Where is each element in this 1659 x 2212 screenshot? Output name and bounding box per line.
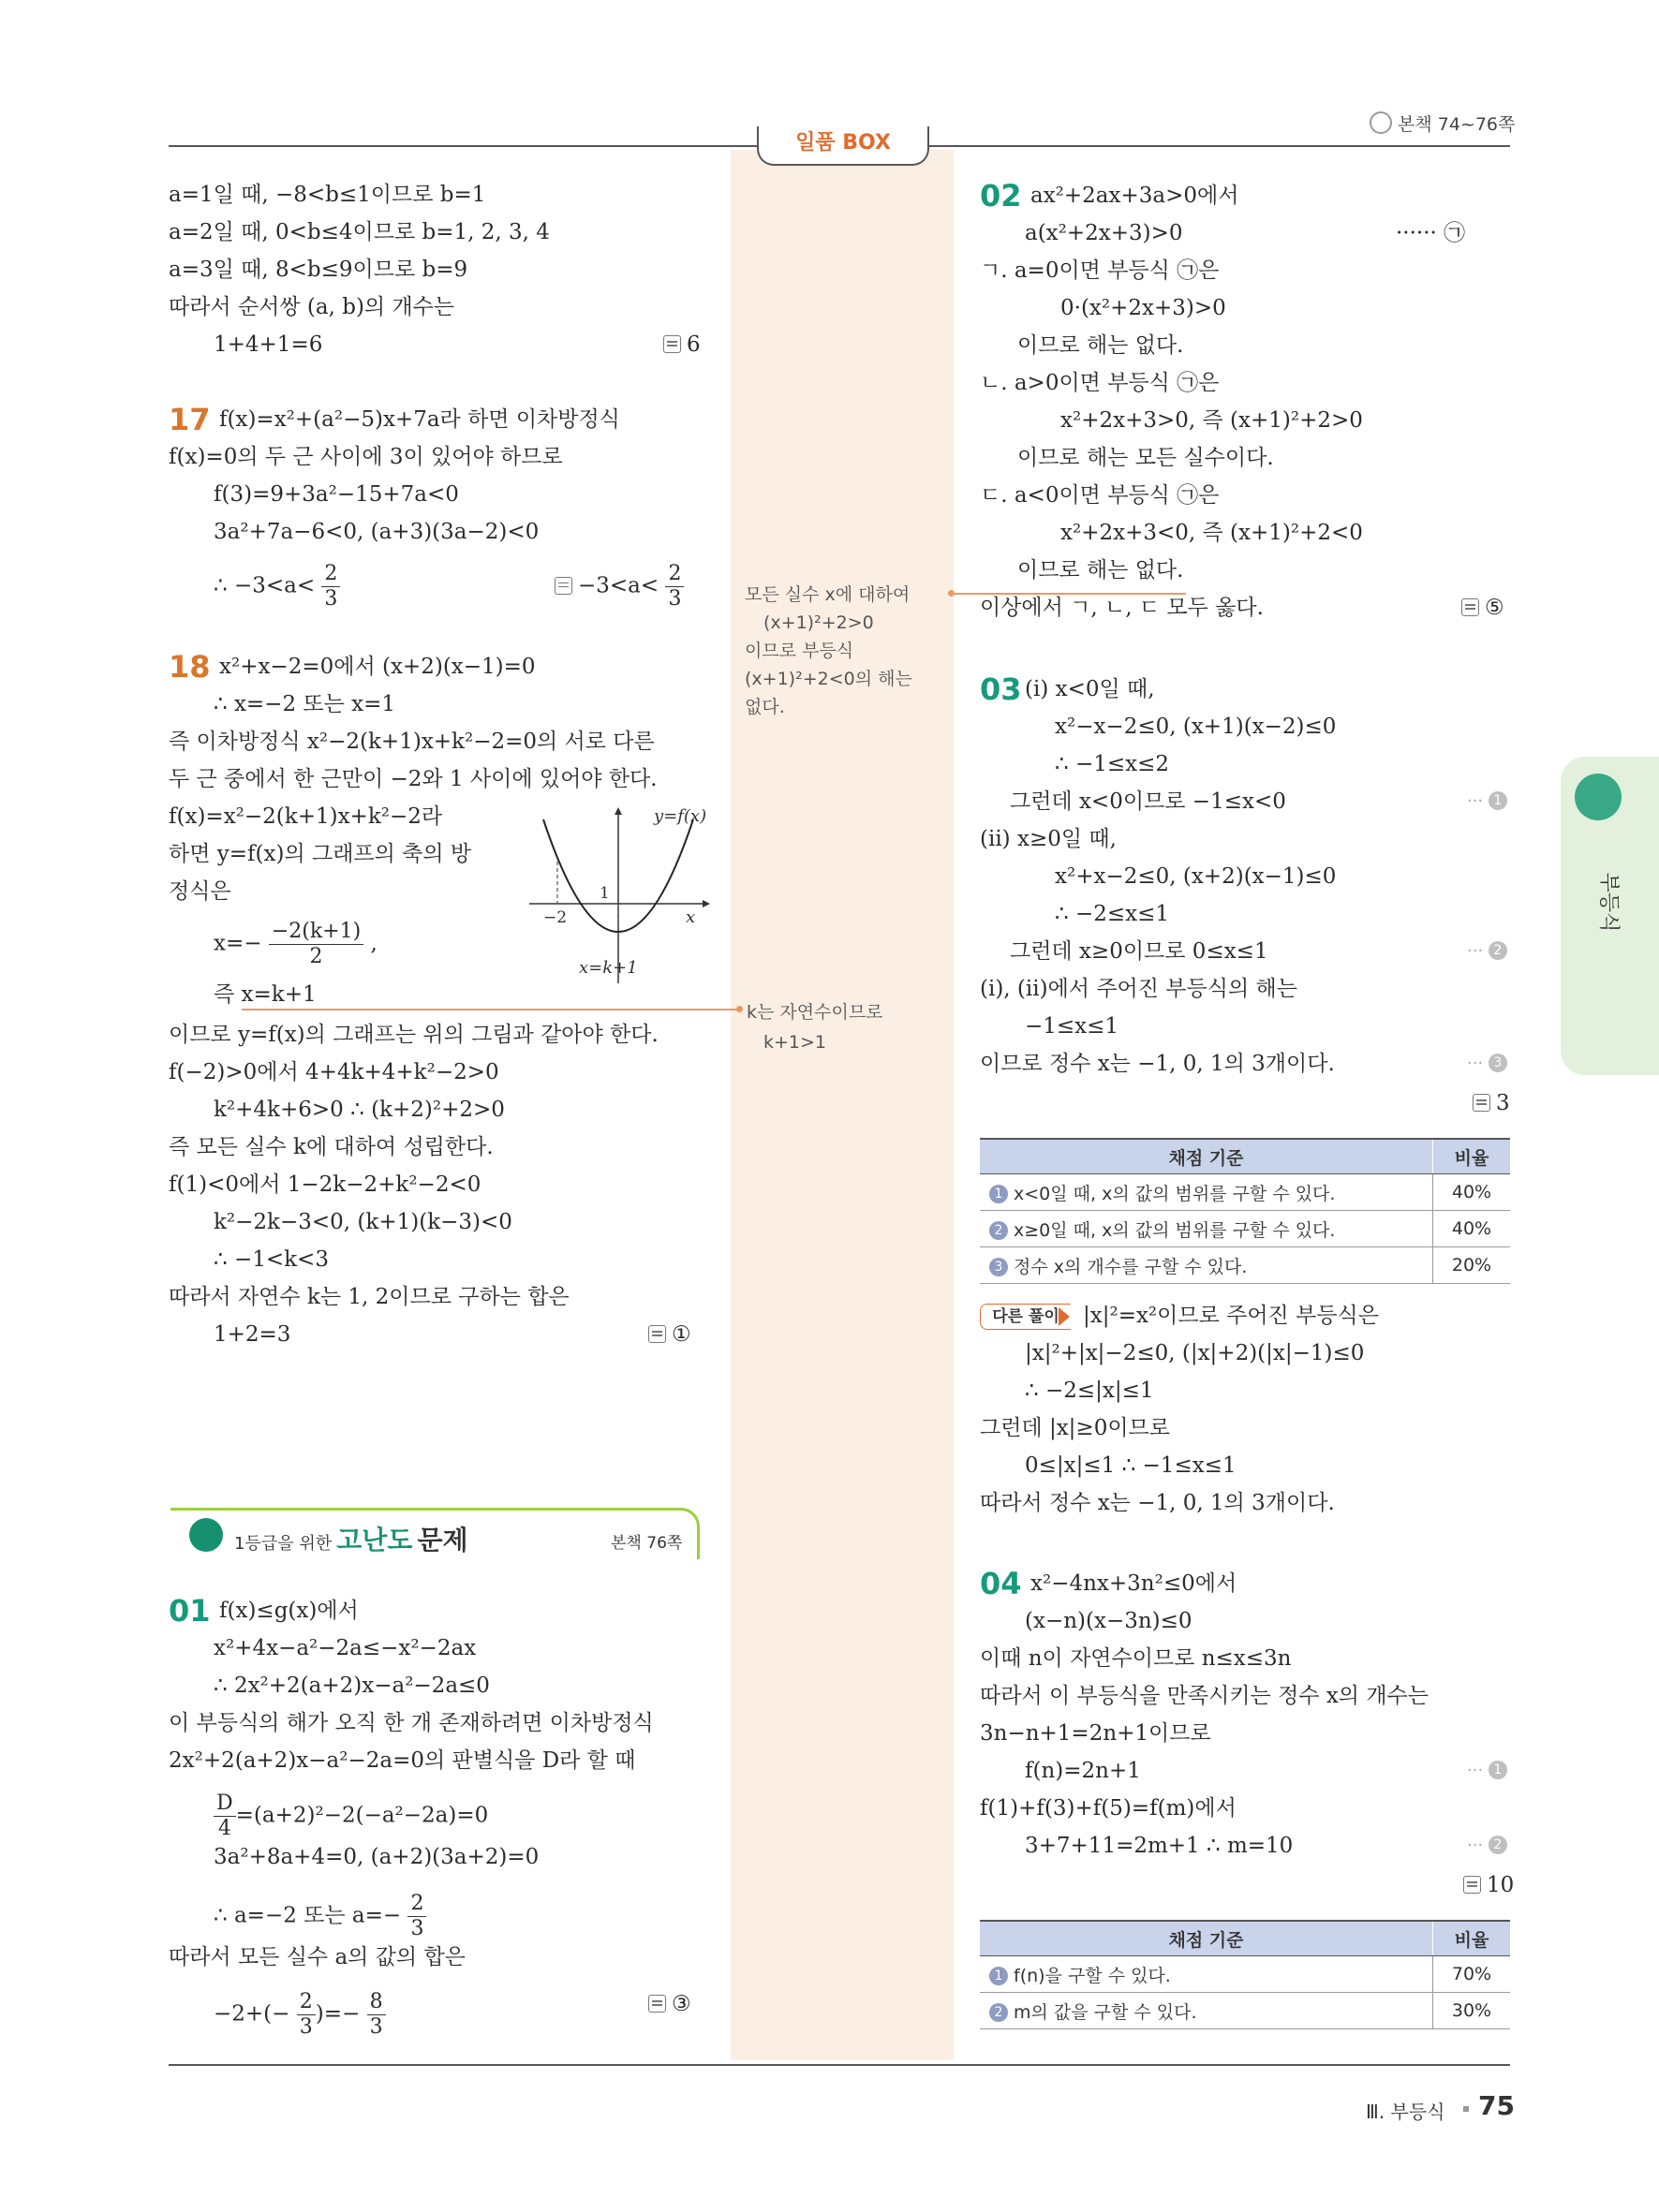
text-line: x²+x−2=0에서 (x+2)(x−1)=0 (219, 655, 536, 679)
table-row (980, 1956, 1510, 1993)
ratio-cell: 70% (1433, 1956, 1511, 1993)
problem-number-18: 18 (169, 649, 211, 685)
criteria-text: x≥0일 때, x의 값의 범위를 구할 수 있다. (1014, 1219, 1336, 1241)
text-line: $\frac{D}{4}$ =(a+2)²−2(−a²−2a)=0 (214, 1792, 488, 1841)
text-line: 이때 n이 자연수이므로 n≤x≤3n (980, 1646, 1292, 1671)
criteria-cell (980, 1956, 1433, 1993)
text-line: 3n−n+1=2n+1이므로 (980, 1721, 1211, 1746)
score-mark-1: ··· 1 (1467, 1761, 1507, 1780)
text-line: ∴ x=−2 또는 x=1 (214, 692, 396, 716)
text-line: f(3)=9+3a²−15+7a<0 (214, 482, 459, 507)
fraction: $\frac{-2(k+1)}{2}$ (269, 920, 363, 969)
text-line: 3+7+11=2m+1 ∴ m=10 (1025, 1834, 1294, 1858)
table-row (980, 1247, 1510, 1284)
text-line: 0·(x²+2x+3)>0 (1060, 296, 1226, 320)
tick-label-minus-2: −2 (543, 908, 568, 927)
criteria-cell (980, 1174, 1433, 1211)
alt-arrow-icon (1059, 1307, 1070, 1326)
criteria-text: 정수 x의 개수를 구할 수 있다. (1014, 1256, 1248, 1277)
answer-17: −3<a< $\frac{2}{3}$ (555, 562, 684, 612)
fraction: $\frac{2}{3}$ (407, 1892, 426, 1941)
text-line: 그런데 x<0이므로 −1≤x<0 (1010, 789, 1286, 814)
problem-number-17: 17 (169, 402, 211, 437)
connector-dot (736, 1006, 743, 1012)
text-line: 1+4+1=6 (214, 332, 323, 357)
answer-icon (648, 1995, 666, 2013)
text-line: −2+(− $\frac{2}{3}$ )=− $\frac{8}{3}$ (214, 1990, 386, 2040)
x-axis-arrow (703, 900, 710, 907)
text-line: 2x²+2(a+2)x−a²−2a=0의 판별식을 D라 할 때 (169, 1748, 636, 1773)
section-title: 1등급을 위한 고난도 문제 (234, 1525, 468, 1556)
side-note-line: 이므로 부등식 (745, 641, 854, 661)
text-line: 이 부등식의 해가 오직 한 개 존재하려면 이차방정식 (169, 1711, 654, 1735)
section-ref: 본책 76쪽 (611, 1534, 683, 1553)
text-line: 이므로 해는 모든 실수이다. (1017, 446, 1274, 470)
text-line: 이므로 y=f(x)의 그래프는 위의 그림과 같아야 한다. (169, 1023, 659, 1047)
text-line: 따라서 자연수 k는 1, 2이므로 구하는 합은 (169, 1285, 570, 1309)
criteria-cell (980, 1247, 1433, 1284)
text-line: ∴ −1≤x≤2 (1055, 752, 1169, 776)
text-line: x²+4x−a²−2a≤−x²−2ax (214, 1636, 477, 1660)
answer-icon (1461, 598, 1479, 616)
axis-label-k1: x=k+1 (579, 958, 638, 978)
text-line: a(x²+2x+3)>0 (1025, 221, 1183, 245)
text-line: f(1)<0에서 1−2k−2+k²−2<0 (169, 1172, 481, 1197)
fraction: $\frac{2}{3}$ (297, 1990, 316, 2040)
criteria-number: 2 (989, 1221, 1008, 1240)
text-line: x²−4nx+3n²≤0에서 (1030, 1571, 1237, 1596)
text-line: −1≤x≤1 (1025, 1014, 1119, 1039)
side-note-line: (x+1)²+2>0 (763, 612, 874, 633)
answer-icon (663, 335, 681, 353)
text-line: 즉 이차방정식 x²−2(k+1)x+k²−2=0의 서로 다른 (169, 730, 655, 754)
answer-icon (1473, 1094, 1490, 1112)
text-line: 따라서 이 부등식을 만족시키는 정수 x의 개수는 (980, 1684, 1429, 1708)
text-line: f(x)≤g(x)에서 (219, 1599, 359, 1623)
text-line: ∴ −3<a< $\frac{2}{3}$ (214, 562, 340, 612)
box-title-tab: 일품 BOX (757, 126, 929, 166)
text-line: k²+4k+6>0 ∴ (k+2)²+2>0 (214, 1098, 505, 1122)
table-header-criteria: 채점 기준 (980, 1139, 1433, 1174)
page-number: 75 (1478, 2090, 1515, 2121)
header-ref: 본책 74~76쪽 (1370, 111, 1515, 136)
tab-label: 부등식 (1596, 872, 1621, 933)
side-note-line: (x+1)²+2<0의 해는 (745, 669, 912, 689)
text-line: a=3일 때, 8<b≤9이므로 b=9 (169, 258, 468, 282)
side-note-line: k+1>1 (763, 1032, 827, 1053)
problem-number-03: 03 (980, 671, 1022, 707)
text-line: 그런데 x≥0이므로 0≤x≤1 (1010, 939, 1268, 964)
side-note-line: 없다. (745, 697, 785, 717)
scoring-table-04 (980, 1920, 1510, 2029)
text-line: 1+2=3 (214, 1322, 291, 1347)
scoring-table-03 (980, 1138, 1510, 1284)
text-line: x²+x−2≤0, (x+2)(x−1)≤0 (1055, 864, 1337, 889)
text-line: (ii) x≥0일 때, (980, 827, 1117, 851)
answer-icon (648, 1325, 666, 1343)
connector-line (242, 1009, 738, 1010)
text-line: x²−x−2≤0, (x+1)(x−2)≤0 (1055, 715, 1337, 739)
text-line: f(x)=x²−2(k+1)x+k²−2라 (169, 804, 443, 829)
text-line: a=1일 때, −8<b≤1이므로 b=1 (169, 183, 486, 207)
text-line: ······ ㉠ (1396, 221, 1466, 245)
text-line: x=− $\frac{-2(k+1)}{2}$ , (214, 920, 378, 968)
criteria-text: x<0일 때, x의 값의 범위를 구할 수 있다. (1014, 1183, 1336, 1204)
text-line: ax²+2ax+3a>0에서 (1030, 184, 1239, 208)
criteria-text: f(n)을 구할 수 있다. (1014, 1965, 1171, 1986)
text-line: f(x)=x²+(a²−5)x+7a라 하면 이차방정식 (219, 407, 620, 432)
text-line: 즉 모든 실수 k에 대하여 성립한다. (169, 1135, 494, 1159)
answer-icon (555, 577, 572, 595)
text-line: 3a²+8a+4=0, (a+2)(3a+2)=0 (214, 1845, 540, 1869)
text-line: 따라서 모든 실수 a의 값의 합은 (169, 1945, 466, 1969)
criteria-cell (980, 1993, 1433, 2029)
footer-chapter: Ⅲ. 부등식 (1366, 2101, 1445, 2123)
graph-label-yfx: y=f(x) (654, 806, 707, 826)
answer-icon (1463, 1876, 1481, 1894)
footer-line (169, 2064, 1510, 2066)
ratio-cell: 30% (1433, 1993, 1511, 2029)
ratio-cell: 40% (1433, 1174, 1511, 1211)
text-line: ㄷ. a<0이면 부등식 ㉠은 (980, 483, 1220, 508)
tick-label-1: 1 (600, 884, 610, 903)
list-icon (1575, 774, 1622, 820)
answer-02: ⑤ (1461, 594, 1504, 622)
problem-number-02: 02 (980, 178, 1022, 214)
text-line: 하면 y=f(x)의 그래프의 축의 방 (169, 842, 472, 866)
text-line: 두 근 중에서 한 근만이 −2와 1 사이에 있어야 한다. (169, 767, 658, 791)
text-line: (i), (ii)에서 주어진 부등식의 해는 (980, 977, 1297, 1001)
arrow-icon (1370, 111, 1392, 134)
fraction: $\frac{8}{3}$ (367, 1990, 386, 2040)
y-axis-arrow (615, 807, 622, 815)
text-line: 3a²+7a−6<0, (a+3)(3a−2)<0 (214, 520, 540, 544)
criteria-cell (980, 1211, 1433, 1247)
fraction: $\frac{2}{3}$ (665, 562, 684, 612)
text-line: ∴ a=−2 또는 a=− $\frac{2}{3}$ (214, 1892, 426, 1941)
section-icon (189, 1518, 223, 1552)
text-line: ∴ −1<k<3 (214, 1247, 329, 1272)
text-line: ∴ 2x²+2(a+2)x−a²−2a≤0 (214, 1674, 490, 1698)
problem-number-04: 04 (980, 1566, 1022, 1601)
table-row (980, 1211, 1510, 1247)
side-note-line: 모든 실수 x에 대하여 (745, 584, 911, 605)
connector-dot (948, 590, 955, 597)
fraction: $\frac{2}{3}$ (321, 562, 340, 612)
ratio-cell: 40% (1433, 1211, 1511, 1247)
text-line: 즉 x=k+1 (214, 982, 317, 1007)
answer-04: 10 (1463, 1871, 1514, 1899)
side-note-line: k는 자연수이므로 (747, 1002, 883, 1023)
table-header-criteria: 채점 기준 (980, 1921, 1433, 1956)
text-line: 그런데 |x|≥0이므로 (980, 1416, 1170, 1440)
table-header-ratio: 비율 (1433, 1139, 1511, 1174)
text-line: |x|²+|x|−2≤0, (|x|+2)(|x|−1)≤0 (1025, 1341, 1365, 1365)
text-line: ㄱ. a=0이면 부등식 ㉠은 (980, 258, 1220, 283)
text-line: 이므로 해는 없다. (1017, 333, 1184, 358)
problem-number-01: 01 (169, 1593, 211, 1629)
footer-dot (1463, 2106, 1469, 2112)
text-line: ∴ −2≤|x|≤1 (1025, 1379, 1154, 1403)
text-line: f(1)+f(3)+f(5)=f(m)에서 (980, 1796, 1237, 1821)
text-line: f(−2)>0에서 4+4k+4+k²−2>0 (169, 1060, 499, 1084)
text-line: f(x)=0의 두 근 사이에 3이 있어야 하므로 (169, 445, 563, 469)
text-line: 이므로 정수 x는 −1, 0, 1의 3개이다. (980, 1052, 1335, 1076)
text-line: (x−n)(x−3n)≤0 (1025, 1609, 1192, 1633)
fraction: $\frac{D}{4}$ (214, 1792, 236, 1841)
answer-16: 6 (663, 331, 701, 359)
criteria-number: 1 (989, 1185, 1008, 1203)
answer-03: 3 (1473, 1089, 1510, 1117)
section-header (170, 1508, 700, 1559)
ilpum-box-column (731, 150, 954, 2060)
criteria-number: 2 (989, 2003, 1008, 2022)
answer-01: ③ (648, 1990, 691, 2018)
text-line: ∴ −2≤x≤1 (1055, 902, 1169, 926)
table-row (980, 1174, 1510, 1211)
table-header-ratio: 비율 (1433, 1921, 1511, 1956)
criteria-text: m의 값을 구할 수 있다. (1014, 2001, 1197, 2023)
criteria-number: 3 (989, 1258, 1008, 1276)
chapter-side-tab (1561, 757, 1659, 1075)
text-line: ㄴ. a>0이면 부등식 ㉠은 (980, 371, 1220, 395)
text-line: a=2일 때, 0<b≤4이므로 b=1, 2, 3, 4 (169, 220, 550, 244)
x-axis-label: x (686, 907, 696, 927)
text-line: 따라서 순서쌍 (a, b)의 개수는 (169, 295, 455, 319)
parabola-graph (525, 801, 712, 988)
text-line: 이므로 해는 없다. (1017, 558, 1184, 582)
ratio-cell: 20% (1433, 1247, 1511, 1284)
text-line: 이상에서 ㄱ, ㄴ, ㄷ 모두 옳다. (980, 596, 1264, 620)
answer-18: ① (648, 1320, 691, 1349)
text-line: x²+2x+3>0, 즉 (x+1)²+2>0 (1060, 408, 1363, 433)
text-line: (i) x<0일 때, (1025, 677, 1155, 701)
alt-solution-label: 다른 풀이 (980, 1304, 1071, 1330)
score-mark-2: ··· 2 (1467, 1836, 1507, 1855)
text-line: |x|²=x²이므로 주어진 부등식은 (1083, 1304, 1379, 1328)
text-line: k²−2k−3<0, (k+1)(k−3)<0 (214, 1210, 512, 1234)
text-line: x²+2x+3<0, 즉 (x+1)²+2<0 (1060, 521, 1363, 545)
table-row (980, 1993, 1510, 2029)
criteria-number: 1 (989, 1967, 1008, 1985)
text-line: 정식은 (169, 879, 231, 904)
text-line: 따라서 정수 x는 −1, 0, 1의 3개이다. (980, 1491, 1335, 1515)
text-line: f(n)=2n+1 (1025, 1759, 1141, 1783)
text-line: 0≤|x|≤1 ∴ −1≤x≤1 (1025, 1453, 1237, 1478)
score-mark-3: ··· 3 (1467, 1054, 1507, 1073)
score-mark-2: ··· 2 (1467, 941, 1507, 961)
score-mark-1: ··· 1 (1467, 791, 1507, 811)
